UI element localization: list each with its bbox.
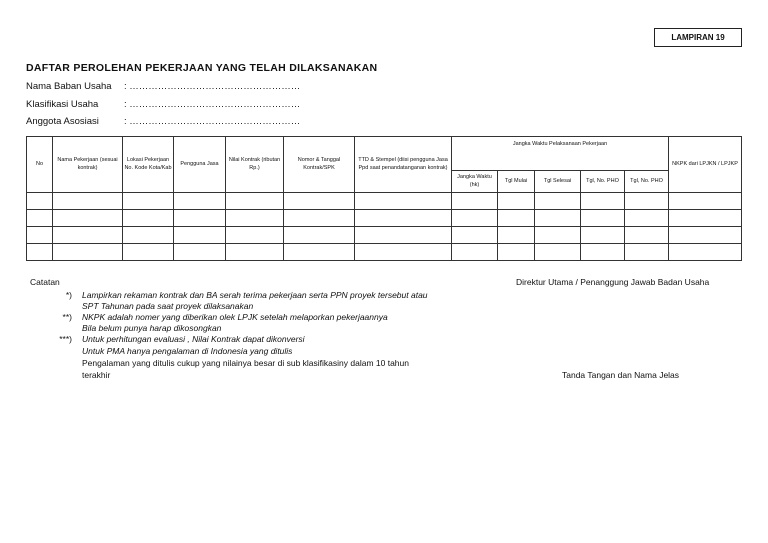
col-header-tgl-pho: Tgl, No. PHO [581, 171, 625, 193]
note-marker: ***) [59, 334, 72, 344]
table-cell [625, 210, 669, 227]
note-3-cont-2: Pengalaman yang ditulis cukup yang nilainya besar di sub klasifikasiny dalam 10 tahun [82, 358, 409, 368]
table-cell [669, 244, 742, 261]
experience-table [26, 136, 742, 261]
table-cell [123, 227, 174, 244]
table-cell [355, 227, 452, 244]
note-text: NKPK adalah nomer yang diberikan olek LPJK setelah melaporkan pekerjaannya [82, 312, 388, 322]
lampiran-badge: LAMPIRAN 19 [654, 28, 742, 47]
col-header-no: No [27, 137, 53, 193]
note-text: Lampirkan rekaman kontrak dan BA serah terima pekerjaan serta PPN proyek tersebut atau [82, 290, 428, 300]
col-header-lokasi: Lokasi Pekerjaan No. Kode Kota/Kab [123, 137, 174, 193]
table-cell [27, 244, 53, 261]
field-klasifikasi-usaha [26, 99, 300, 110]
field-anggota-asosiasi [26, 116, 300, 127]
table-cell [669, 227, 742, 244]
table-cell [27, 210, 53, 227]
col-header-nkpk: NKPK dari LPJKN / LPJKP [669, 137, 742, 193]
table-cell [625, 244, 669, 261]
table-cell [625, 193, 669, 210]
table-row [27, 244, 742, 261]
field-value: : ……………………………………………… [124, 99, 301, 110]
table-cell [452, 244, 498, 261]
table-cell [53, 244, 123, 261]
note-text: Untuk perhitungan evaluasi , Nilai Kontrak dapat dikonversi [82, 334, 305, 344]
table-cell [452, 193, 498, 210]
table-cell [581, 227, 625, 244]
table-cell [581, 193, 625, 210]
table-cell [669, 210, 742, 227]
signature-title: Direktur Utama / Penanggung Jawab Badan Usaha [516, 277, 710, 287]
table-cell [284, 244, 355, 261]
field-value: : ……………………………………………… [124, 116, 301, 127]
table-cell [284, 210, 355, 227]
note-2-cont: Bila belum punya harap dikosongkan [82, 323, 222, 333]
table-row [27, 193, 742, 210]
table-cell [174, 227, 226, 244]
table-cell [355, 244, 452, 261]
col-header-nomor-tanggal: Nomor & Tanggal Kontrak/SPK [284, 137, 355, 193]
table-cell [53, 193, 123, 210]
page-title: DAFTAR PEROLEHAN PEKERJAAN YANG TELAH DILAKSANAKAN [26, 62, 378, 74]
table-cell [174, 210, 226, 227]
table-cell [226, 227, 284, 244]
note-marker: **) [62, 312, 72, 322]
table-header-row [27, 137, 742, 171]
table-cell [535, 244, 581, 261]
table-cell [535, 193, 581, 210]
col-header-jangka-waktu: Jangka Waktu (hk) [452, 171, 498, 193]
table-cell [452, 210, 498, 227]
col-header-tgl-mulai: Tgl Mulai [498, 171, 535, 193]
notes-label: Catatan [30, 277, 60, 287]
field-label: Anggota Asosiasi [26, 116, 99, 127]
col-header-tgl-selesai: Tgl Selesai [535, 171, 581, 193]
table-cell [535, 227, 581, 244]
table-cell [174, 244, 226, 261]
note-1-cont: SPT Tahunan pada saat proyek dilaksanakan [82, 301, 254, 311]
field-nama-badan-usaha [26, 81, 300, 92]
table-row [27, 227, 742, 244]
table-cell [284, 193, 355, 210]
field-label: Klasifikasi Usaha [26, 99, 99, 110]
table-cell [581, 210, 625, 227]
table-cell [226, 193, 284, 210]
table-cell [27, 227, 53, 244]
table-cell [535, 210, 581, 227]
signature-name: Tanda Tangan dan Nama Jelas [562, 370, 680, 380]
col-header-tgl-pho-2: Tgl, No. PHO [625, 171, 669, 193]
col-header-ttd-stempel: TTD & Stempel (diisi pengguna Jasa Ppd saat penandatanganan kontrak) [355, 137, 452, 193]
col-header-pengguna-jasa: Pengguna Jasa [174, 137, 226, 193]
table-cell [355, 210, 452, 227]
col-header-jangka-waktu-group: Jangka Waktu Pelaksanaan Pekerjaan [452, 137, 669, 171]
table-cell [625, 227, 669, 244]
table-cell [174, 193, 226, 210]
note-3-cont-1: Untuk PMA hanya pengalaman di Indonesia yang ditulis [82, 346, 293, 356]
table-cell [498, 244, 535, 261]
table-cell [355, 193, 452, 210]
table-cell [498, 193, 535, 210]
col-header-nama-pekerjaan: Nama Pekerjaan (sesuai kontrak) [53, 137, 123, 193]
note-3-cont-3: terakhir [82, 370, 111, 380]
field-label: Nama Baban Usaha [26, 81, 112, 92]
table-cell [123, 193, 174, 210]
note-marker: *) [65, 290, 72, 300]
table-cell [498, 210, 535, 227]
field-value: : ……………………………………………… [124, 81, 301, 92]
table-cell [669, 193, 742, 210]
table-cell [226, 244, 284, 261]
table-cell [53, 227, 123, 244]
table-cell [581, 244, 625, 261]
table-cell [53, 210, 123, 227]
table-cell [27, 193, 53, 210]
table-cell [226, 210, 284, 227]
table-cell [498, 227, 535, 244]
table-row [27, 210, 742, 227]
table-cell [123, 244, 174, 261]
col-header-nilai-kontrak: Nilai Kontrak (ributan Rp.) [226, 137, 284, 193]
table-cell [452, 227, 498, 244]
table-cell [123, 210, 174, 227]
table-cell [284, 227, 355, 244]
